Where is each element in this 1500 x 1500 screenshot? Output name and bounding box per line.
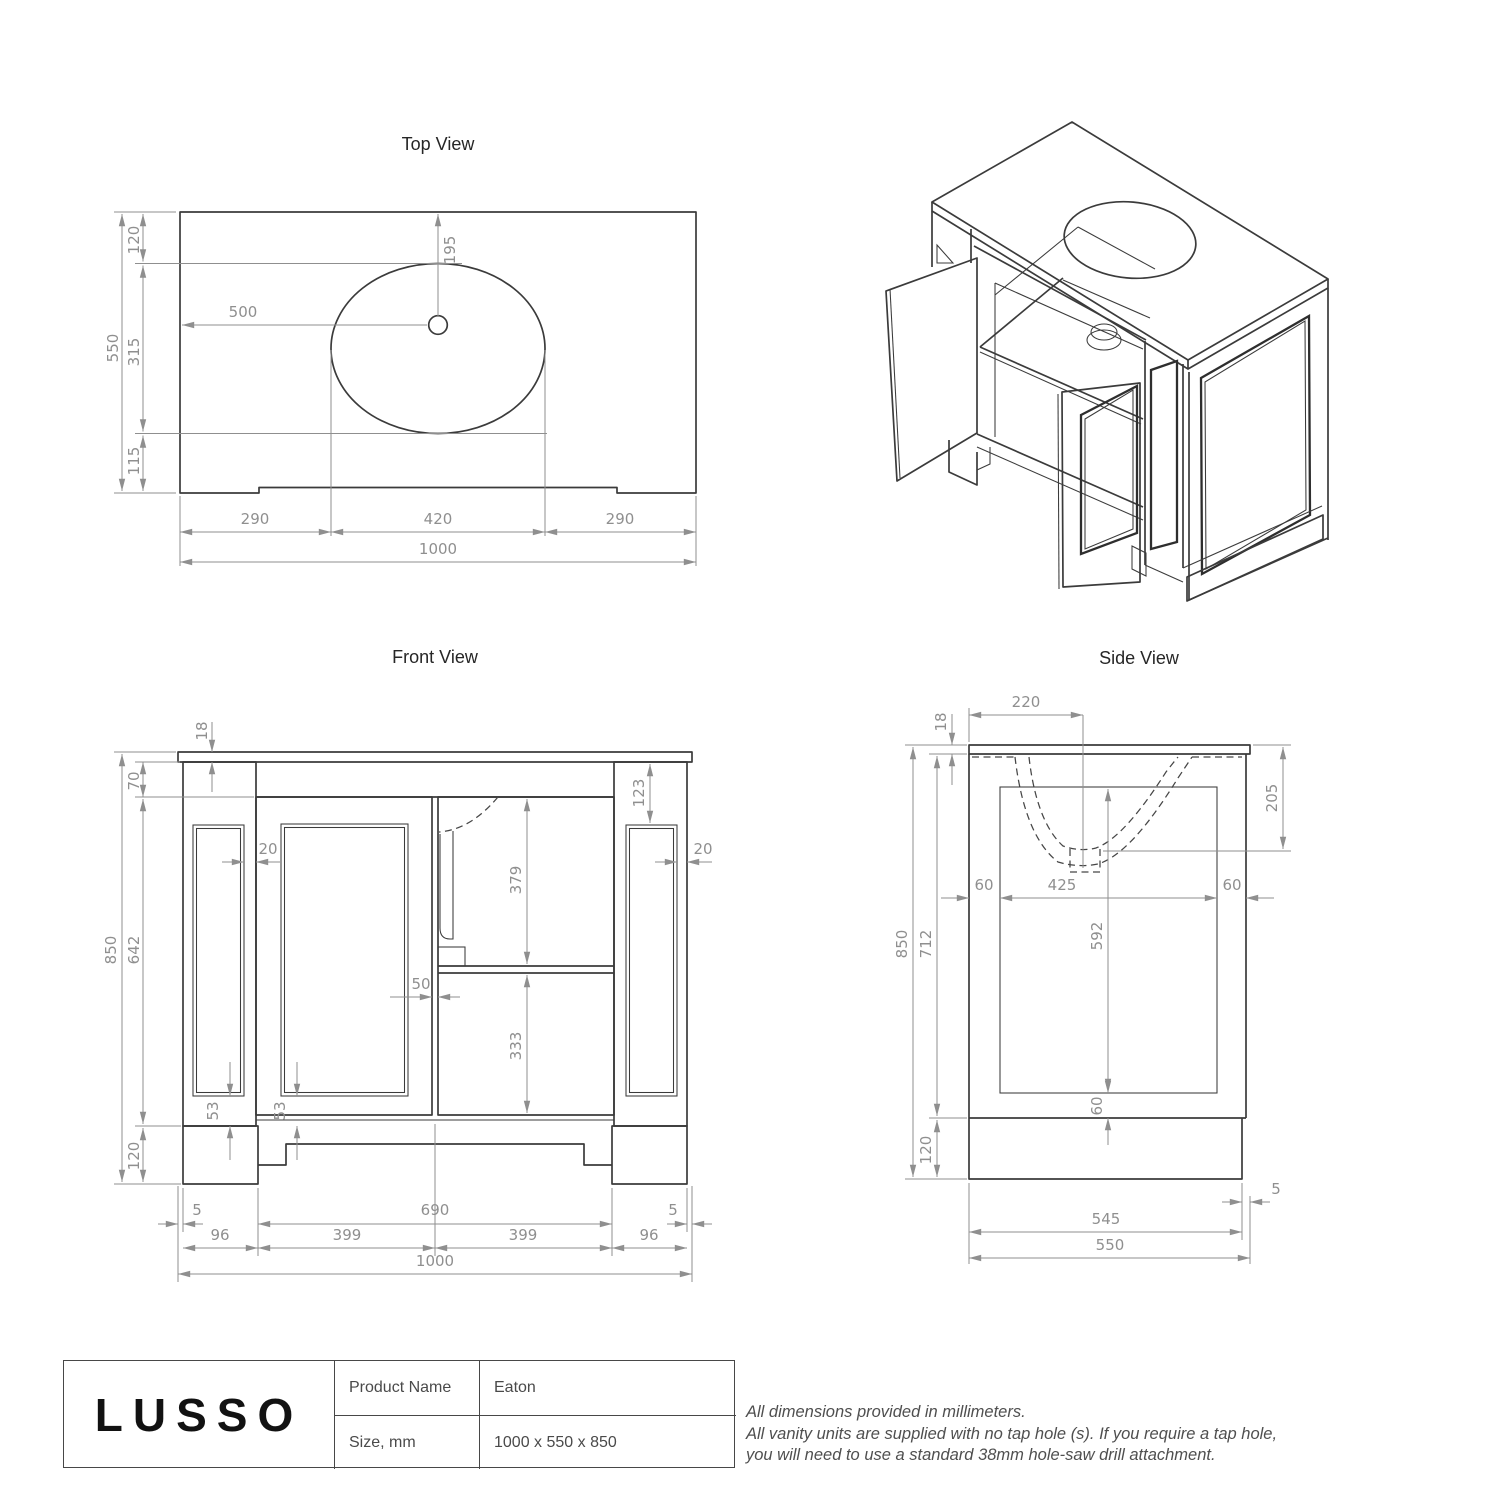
dim-top-width: 1000 (418, 540, 458, 558)
dim-front-body: 642 (125, 935, 143, 965)
tap-hole (429, 316, 448, 335)
dim-front-door-right: 399 (508, 1226, 538, 1244)
dim-front-foot-left: 96 (210, 1226, 230, 1244)
dim-front-door-gap: 50 (411, 975, 431, 993)
dim-side-panel-width: 425 (1047, 876, 1077, 894)
dim-side-back-gap: 60 (1222, 876, 1242, 894)
side-view (893, 648, 1291, 1264)
side-view-title: Side View (1099, 648, 1179, 668)
dim-front-basin-drop: 123 (630, 778, 648, 808)
dim-front-height: 850 (102, 935, 120, 965)
product-name-value: Eaton (479, 1361, 736, 1415)
dim-side-basin-depth: 205 (1263, 783, 1281, 813)
front-view-outline (178, 752, 692, 1184)
front-door-left (256, 797, 432, 1115)
dim-front-plinth-recess: 690 (420, 1201, 450, 1219)
size-value: 1000 x 550 x 850 (479, 1415, 736, 1469)
dim-top-front: 115 (125, 446, 143, 476)
dim-top-left: 290 (240, 510, 270, 528)
product-name-label: Product Name (334, 1361, 479, 1415)
dim-front-overhang-right: 5 (668, 1201, 678, 1219)
dim-front-overhang-left: 5 (192, 1201, 202, 1219)
dim-top-mid: 315 (125, 337, 143, 367)
iso-cabinet (886, 211, 1328, 601)
dim-side-panel-height: 592 (1088, 921, 1106, 951)
brand-logo: LUSSO (94, 1389, 304, 1441)
iso-basin (1061, 196, 1199, 283)
dim-side-height: 850 (893, 929, 911, 959)
dim-front-width: 1000 (415, 1252, 455, 1270)
front-pillar-left (183, 762, 256, 1126)
top-view-dimensions (104, 212, 696, 566)
front-plinth-left (183, 1126, 258, 1184)
dim-front-worktop: 18 (193, 721, 211, 741)
isometric-view (886, 122, 1328, 601)
front-basin-hidden (439, 797, 498, 832)
dim-top-basin: 420 (423, 510, 453, 528)
dim-front-rail: 70 (125, 771, 143, 791)
dim-front-panel-frame: 53 (204, 1101, 222, 1121)
side-basin-inner (1029, 757, 1178, 850)
dim-front-door-frame: 53 (271, 1101, 289, 1121)
dim-front-upper: 379 (507, 865, 525, 895)
size-label: Size, mm (334, 1415, 479, 1469)
top-view-title: Top View (401, 134, 475, 154)
side-worktop (969, 745, 1250, 754)
dim-top-back: 120 (125, 225, 143, 255)
note-line-1: All dimensions provided in millimeters. (746, 1403, 1026, 1421)
front-view (102, 647, 713, 1282)
dim-front-door-left: 399 (332, 1226, 362, 1244)
dim-side-front-gap: 60 (974, 876, 994, 894)
front-view-dimensions (102, 721, 713, 1282)
top-view (104, 134, 696, 566)
dim-top-depth: 550 (104, 333, 122, 363)
title-block (63, 1360, 735, 1468)
side-waste (1070, 849, 1100, 872)
notes (746, 1402, 1277, 1467)
dim-side-plinth: 120 (917, 1135, 935, 1165)
dim-front-plinth: 120 (125, 1141, 143, 1171)
dim-side-tap-offset: 220 (1011, 693, 1041, 711)
dim-front-gap-left: 20 (258, 840, 278, 858)
dim-front-lower: 333 (507, 1031, 525, 1061)
side-plinth (969, 1118, 1242, 1179)
dim-top-hole-x: 500 (228, 303, 258, 321)
dim-top-hole-y: 195 (441, 235, 459, 265)
dim-side-body: 712 (917, 929, 935, 959)
dim-side-back-inset: 5 (1271, 1180, 1281, 1198)
front-worktop (178, 752, 692, 762)
front-waste-trap (438, 947, 465, 966)
dim-side-worktop: 18 (932, 712, 950, 732)
front-plinth-right (612, 1126, 687, 1184)
dim-side-plinth-depth: 545 (1091, 1210, 1121, 1228)
note-line-2: All vanity units are supplied with no tap hole (s). If you require a tap hole, (746, 1424, 1278, 1443)
dim-side-panel-bottom: 60 (1088, 1096, 1106, 1116)
dim-top-right: 290 (605, 510, 635, 528)
front-view-title: Front View (392, 647, 478, 667)
side-view-outline (969, 715, 1250, 1179)
dim-front-foot-right: 96 (639, 1226, 659, 1244)
dim-side-depth: 550 (1095, 1236, 1125, 1254)
note-line-3: you will need to use a standard 38mm hole-saw drill attachment. (746, 1446, 1216, 1464)
dim-front-gap-right: 20 (693, 840, 713, 858)
front-door-right (438, 797, 614, 1115)
